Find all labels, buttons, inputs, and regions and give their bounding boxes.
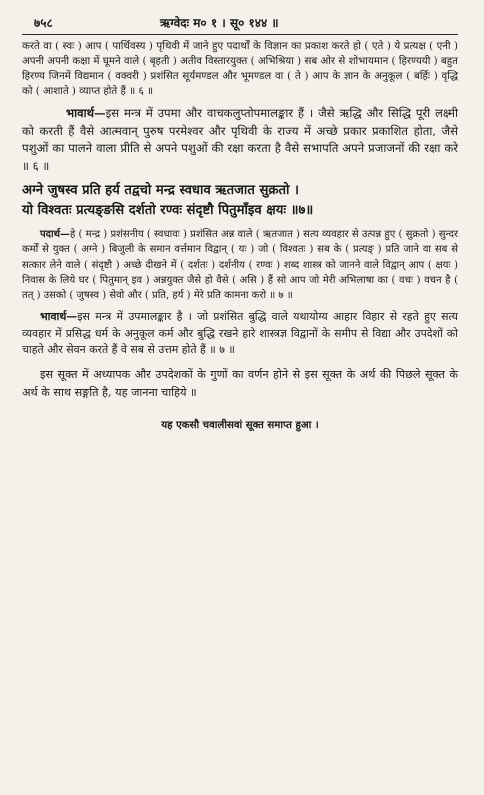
- mantra-line-1: अग्ने जुषस्व प्रति हर्य तद्वचो मन्द्र स्वधाव ऋतजात सुक्रतो ।: [22, 183, 300, 198]
- continued-paragraph: करते वा ( स्वः ) आप ( पार्थिवस्य ) पृथिवी में जाने हुए पदार्थों के विज्ञान का प्रकाश करते हो ( एते ) ये प्रत्यक्ष ( एनी ) अपनी अपनी कक्षा में घूमने वाले ( बृहती ) अतीव विस्तारयुक्त ( अभिश्रिया ) सब ओर से शोभायमान ( हिरण्ययी ) बहुत हिरण्य जिनमें विद्यमान ( वक्वरी ) प्रशंसित सूर्यमण्डल और भूमण्डल वा ( ते ) आप के ज्ञान के अनुकूल ( बर्हिः ) वृद्धि को ( आशाते ) व्याप्त होते हैं ॥ ६ ॥: [22, 41, 458, 98]
- page-number: ७५८: [34, 16, 53, 30]
- padartha-text: हे ( मन्द्र ) प्रशंसनीय ( स्वधावः ) प्रशंसित अन्न वाले ( ऋतजात ) सत्य व्यवहार से उत्पन्न हुए ( सुक्रतो ) सुन्दर कर्मों से युक्त ( अग्ने ) बिजुली के समान वर्त्तमान विद्वान् ( यः ) जो ( विश्वतः ) सब के ( प्रत्यङ् ) प्रति जाने वा सब से सत्कार लेने वाले ( संदृष्टौ ) अच्छे दीखने में ( दर्शतः ) दर्शनीय ( रण्वः ) शब्द शास्त्र को जानने वाले विद्वान् आप ( क्षयः ) निवास के लिये घर ( पितुमान् इव ) अन्नयुक्त जैसे हो वैसे ( असि ) हैं सो आप जो मेरी अभिलाषा का ( वचः ) वचन है ( तत् ) उसको ( जुषस्व ) सेवो और ( प्रति, हर्य ) मेरे प्रति कामना करो ॥ ७ ॥: [22, 229, 458, 302]
- bhavartha-text-2: इस मन्त्र में उपमालङ्कार है । जो प्रशंसित बुद्धि वाले यथायोग्य आहार विहार से रहते हुए सत्य व्यवहार में प्रसिद्ध धर्म के अनुकूल कर्म और बुद्धि रखने हारे शास्त्रज्ञ विद्वानों के समीप से विद्या और उपदेशों को चाहते और सेवन करते हैं वे सब से उत्तम होते हैं ॥ ७ ॥: [22, 310, 458, 356]
- padartha-7: [22, 227, 458, 303]
- bhavartha-label-2: भावार्थ—: [40, 310, 78, 324]
- summary-text: इस सूक्त में अध्यापक और उपदेशकों के गुणों का वर्णन होने से इस सूक्त के अर्थ की पिछले सूक्त के अर्थ के साथ सङ्गति है, यह जानना चाहिये ॥: [22, 368, 458, 399]
- padartha-label: पदार्थ—: [40, 229, 70, 240]
- mantra-line-2: यो विश्वतः प्रत्यङ्ङसि दर्शतो रण्वः संदृष्टौ पितुमाँइव क्षयः ॥७॥: [22, 203, 314, 218]
- bhavartha-7: [22, 309, 458, 358]
- bhavartha-6: [22, 105, 458, 175]
- mantra-7: [22, 181, 458, 221]
- sukta-closing-line: यह एकसौ चवालीसवां सूक्त समाप्त हुआ ।: [161, 418, 319, 431]
- page-header: [22, 10, 458, 30]
- header-rule: [22, 34, 458, 35]
- bhavartha-text: इस मन्त्र में उपमा और वाचकलुप्तोपमालङ्कार हैं । जैसे ऋद्धि और सिद्धि पूरी लक्ष्मी को करती हैं वैसे आत्मवान् पुरुष परमेश्वर और पृथिवी के राज्य में अच्छे प्रकार प्रकाशित होता, जैसे पशुओं का पालने वाला प्रीति से अपने पशुओं की रक्षा करता है वैसे सभापति अपने प्रजाजनों की रक्षा करे ॥ ६ ॥: [22, 106, 458, 173]
- running-reference: ऋग्वेदः म० १ । सू० १४४ ॥: [160, 16, 279, 30]
- sukta-summary: [22, 366, 458, 401]
- bhavartha-label: भावार्थ—: [66, 106, 106, 121]
